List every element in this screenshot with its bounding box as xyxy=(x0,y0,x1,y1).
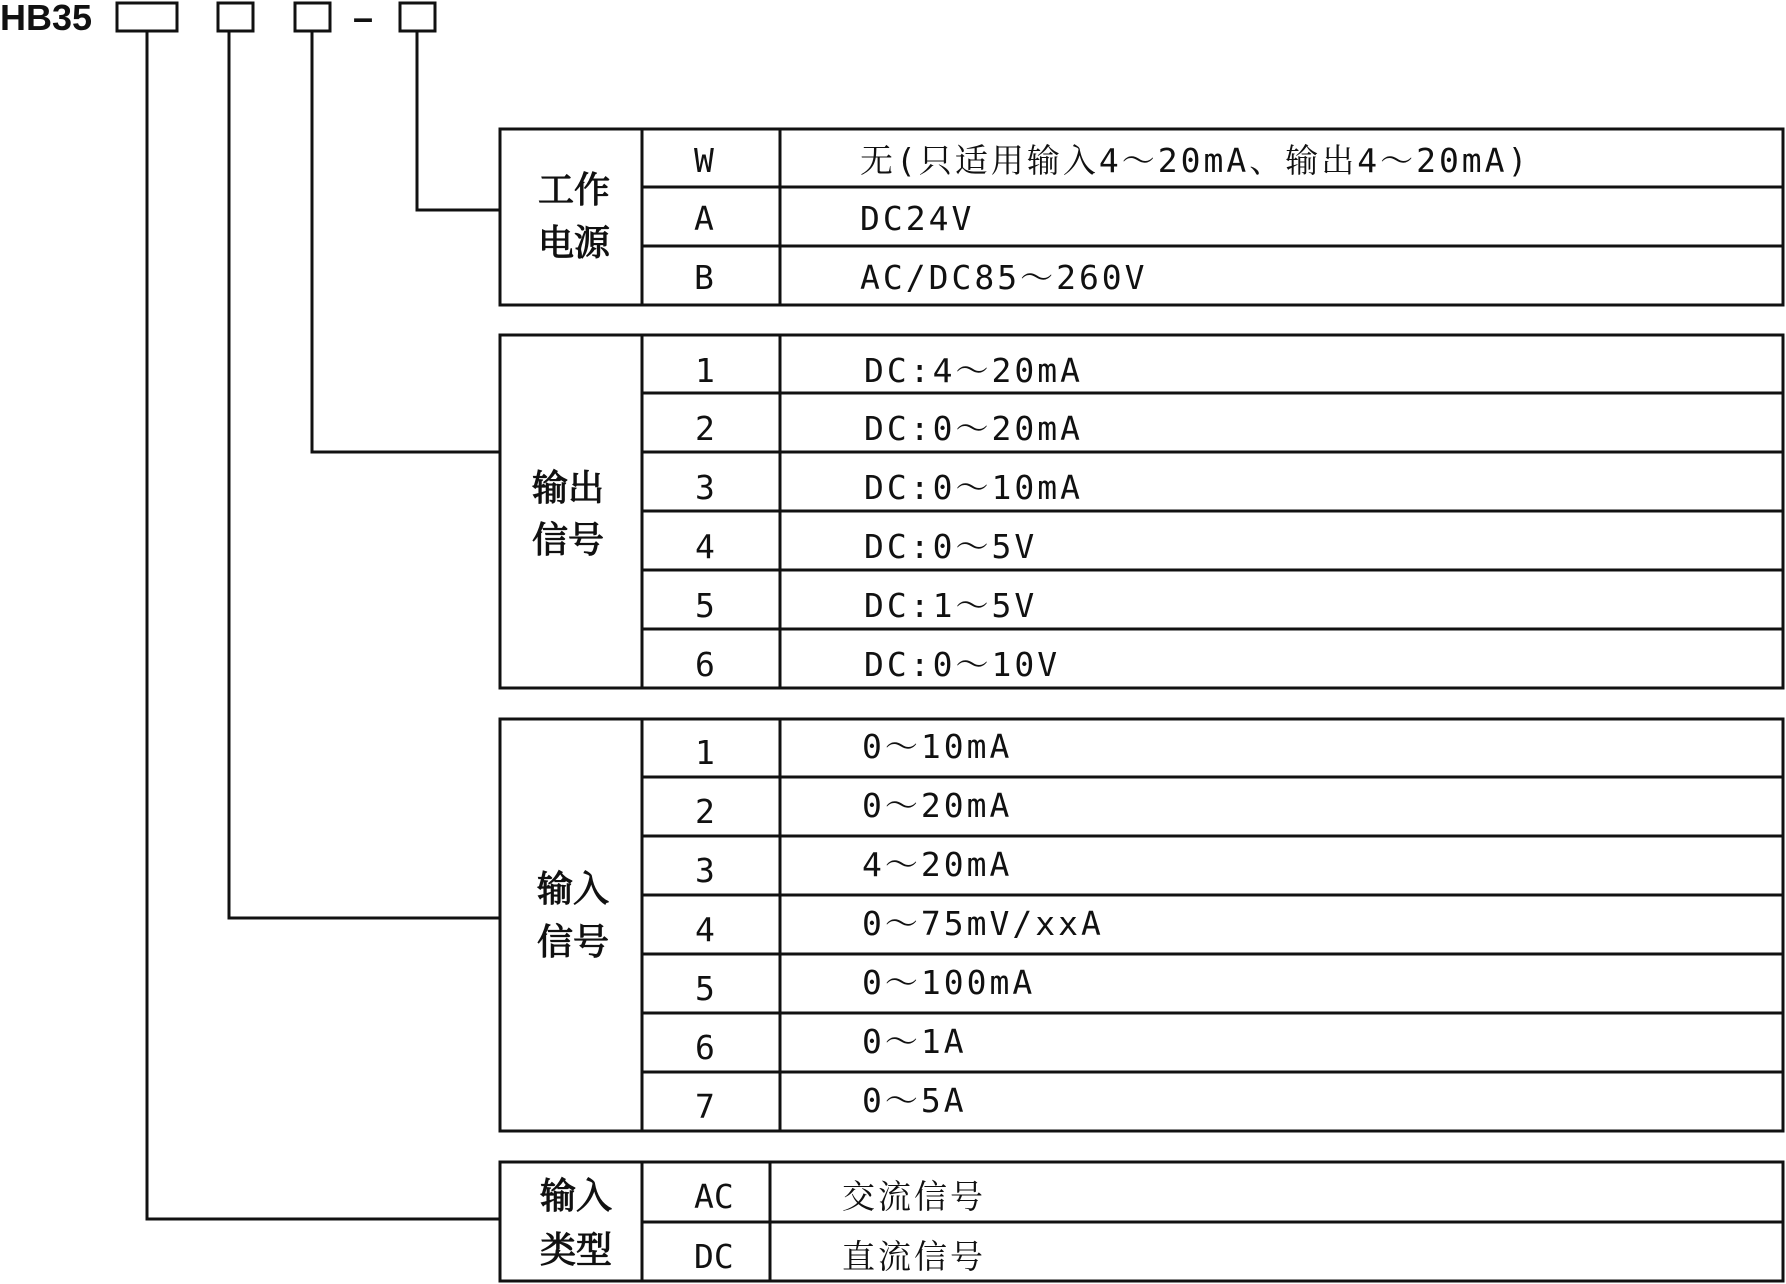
row-code: 1 xyxy=(695,733,715,772)
row-code: 3 xyxy=(695,851,715,890)
row-code: 1 xyxy=(695,351,715,390)
row-code: 3 xyxy=(695,468,715,507)
row-desc: 0～5A xyxy=(862,1081,967,1120)
group-frame xyxy=(500,719,1783,1131)
row-code: 5 xyxy=(695,586,715,625)
row-desc: DC24V xyxy=(860,199,975,238)
row-desc: DC:0～10V xyxy=(864,645,1061,684)
row-code: B xyxy=(694,258,714,297)
group-input-signal xyxy=(500,719,1783,1131)
row-code: 6 xyxy=(695,645,715,684)
row-code: 4 xyxy=(695,527,715,566)
row-desc: DC:1～5V xyxy=(864,586,1038,625)
row-desc: 直流信号 xyxy=(842,1237,986,1276)
group-input-type xyxy=(500,1162,1783,1281)
row-desc: 0～20mA xyxy=(862,786,1013,825)
group-power-supply xyxy=(500,129,1783,305)
code-slot-output-signal xyxy=(295,3,330,31)
connector-output-signal xyxy=(312,31,500,452)
row-desc: AC/DC85～260V xyxy=(860,258,1148,297)
row-code: 6 xyxy=(695,1028,715,1067)
group-header-line-2: 信号 xyxy=(537,922,610,963)
row-desc: 无(只适用输入4～20mA、输出4～20mA) xyxy=(860,141,1531,180)
row-code: AC xyxy=(694,1177,734,1216)
code-slot-input-type xyxy=(117,3,177,31)
code-slot-power xyxy=(400,3,435,31)
group-header-line-1: 输出 xyxy=(532,468,605,509)
row-desc: 4～20mA xyxy=(862,845,1013,884)
row-desc: 0～100mA xyxy=(862,963,1036,1002)
group-header-line-2: 信号 xyxy=(532,520,605,561)
group-header-line-1: 输入 xyxy=(540,1176,613,1217)
row-code: 2 xyxy=(695,409,715,448)
row-code: A xyxy=(694,199,714,238)
connector-input-signal xyxy=(229,31,500,918)
connector-power xyxy=(417,31,500,210)
row-code: 4 xyxy=(695,910,715,949)
row-code: 5 xyxy=(695,969,715,1008)
row-desc: 0～10mA xyxy=(862,727,1013,766)
row-code: 2 xyxy=(695,792,715,831)
row-desc: DC:0～20mA xyxy=(864,409,1083,448)
row-desc: 交流信号 xyxy=(842,1177,986,1216)
row-desc: 0～1A xyxy=(862,1022,967,1061)
row-code: W xyxy=(694,141,714,180)
group-header-line-2: 类型 xyxy=(540,1230,613,1271)
row-desc: DC:0～10mA xyxy=(864,468,1083,507)
row-desc: DC:0～5V xyxy=(864,527,1038,566)
row-desc: 0～75mV/xxA xyxy=(862,904,1104,943)
group-output-signal xyxy=(500,335,1783,688)
row-code: 7 xyxy=(695,1087,715,1126)
code-slot-input-signal xyxy=(218,3,253,31)
group-header-line-1: 工作 xyxy=(538,170,611,211)
row-code: DC xyxy=(694,1237,734,1276)
model-separator: – xyxy=(353,0,374,38)
group-header-line-1: 输入 xyxy=(537,869,610,910)
model-prefix: HB35 xyxy=(0,0,93,38)
row-desc: DC:4～20mA xyxy=(864,351,1083,390)
group-header-line-2: 电源 xyxy=(538,223,611,264)
